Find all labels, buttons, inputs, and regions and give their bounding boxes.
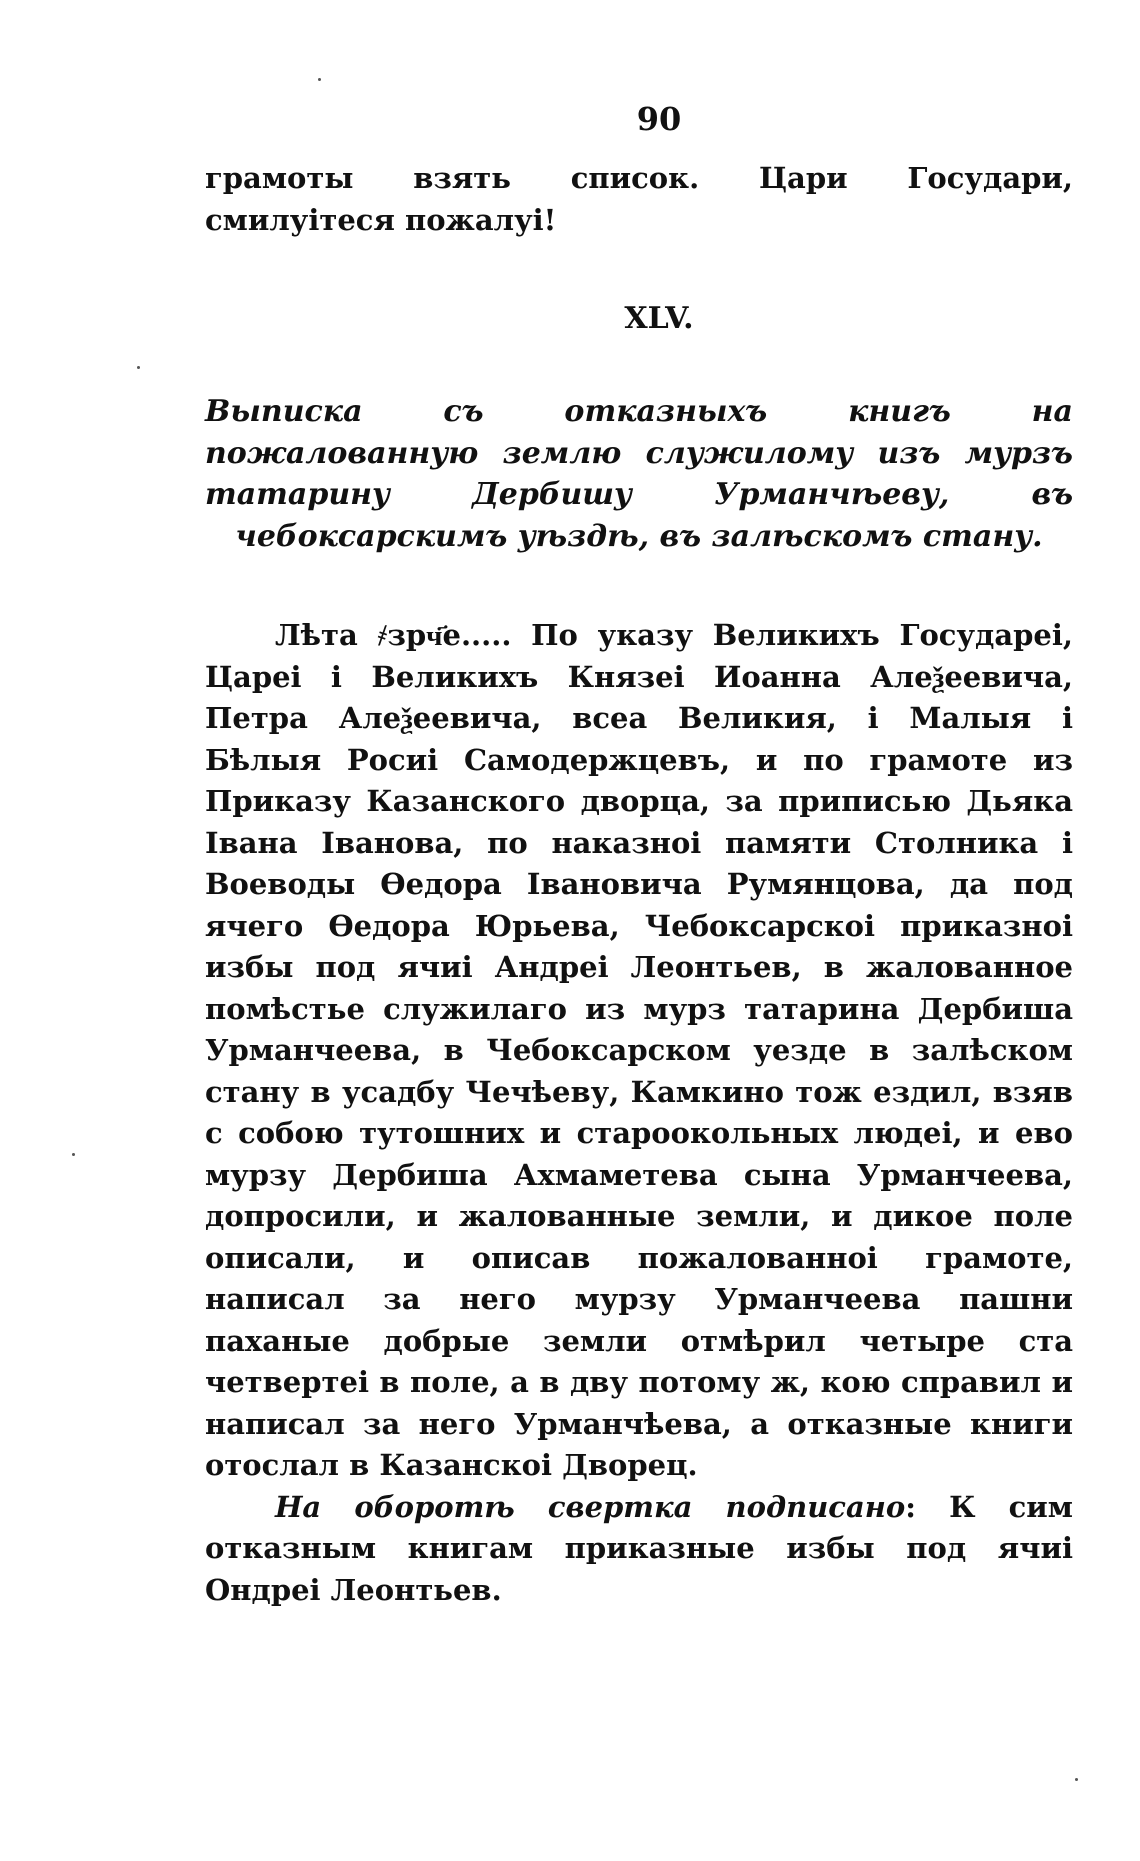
scan-speck	[137, 366, 140, 369]
page-number: 90	[636, 100, 682, 138]
note-text: : К сим отказным книгам приказные избы под ячиі Ондреі Леонтьев.	[205, 1489, 1073, 1607]
scan-speck	[72, 1153, 75, 1156]
scan-speck	[1075, 1778, 1078, 1781]
section-number: XLV.	[624, 301, 694, 336]
scan-speck	[318, 78, 321, 81]
body-paragraph: Лѣта ҂зрч҃е..... По указу Великихъ Государеі, Цареі і Великихъ Князеі Иоанна Алеѯеевича, Петра Алеѯеевича, всеа Великия, і Малыя і Бѣлыя Росиі Самодержцевъ, и по грамоте из Приказу Казанского дворца, за приписью Дьяка Івана Іванова, по наказноі памяти Столника і Воеводы Ѳедора Івановича Румянцова, да под ячего Ѳедора Юрьева, Чебоксарскоі приказноі избы под ячиі Андреі Леонтьев, в жалованное помѣстье служилаго из мурз татарина Дербиша Урманчеева, в Чебоксарском уезде в залѣском стану в усадбу Чечѣеву, Камкино тож ездил, взяв с собою тутошних и староокольных людеі, и ево мурзу Дербиша Ахмаметева сына Урманчеева, допросили, и жалованные земли, и дикое поле описали, и описав пожалованноі грамоте, написал за него мурзу Урманчеева пашни паханые добрые земли отмѣрил четыре ста четвертеі в поле, а в дву потому ж, кою справил и написал за него Урманчѣева, а отказные книги отослал в Казанскоі Дворец.	[205, 618, 1073, 1482]
note-paragraph	[205, 1487, 1073, 1612]
note-italic: На оборотѣ свертка подписано	[275, 1489, 906, 1524]
continuation-text: грамоты взять список. Цари Государи, смилуітеся пожалуі!	[205, 161, 1073, 237]
book-page	[205, 100, 1073, 1611]
section-heading: Выписка съ отказныхъ книгъ на пожалованную землю служилому изъ мурзъ татарину Дербишу Урманчѣеву, въ чебоксарскимъ уѣздѣ, въ залѣскомъ стану.	[205, 394, 1073, 554]
